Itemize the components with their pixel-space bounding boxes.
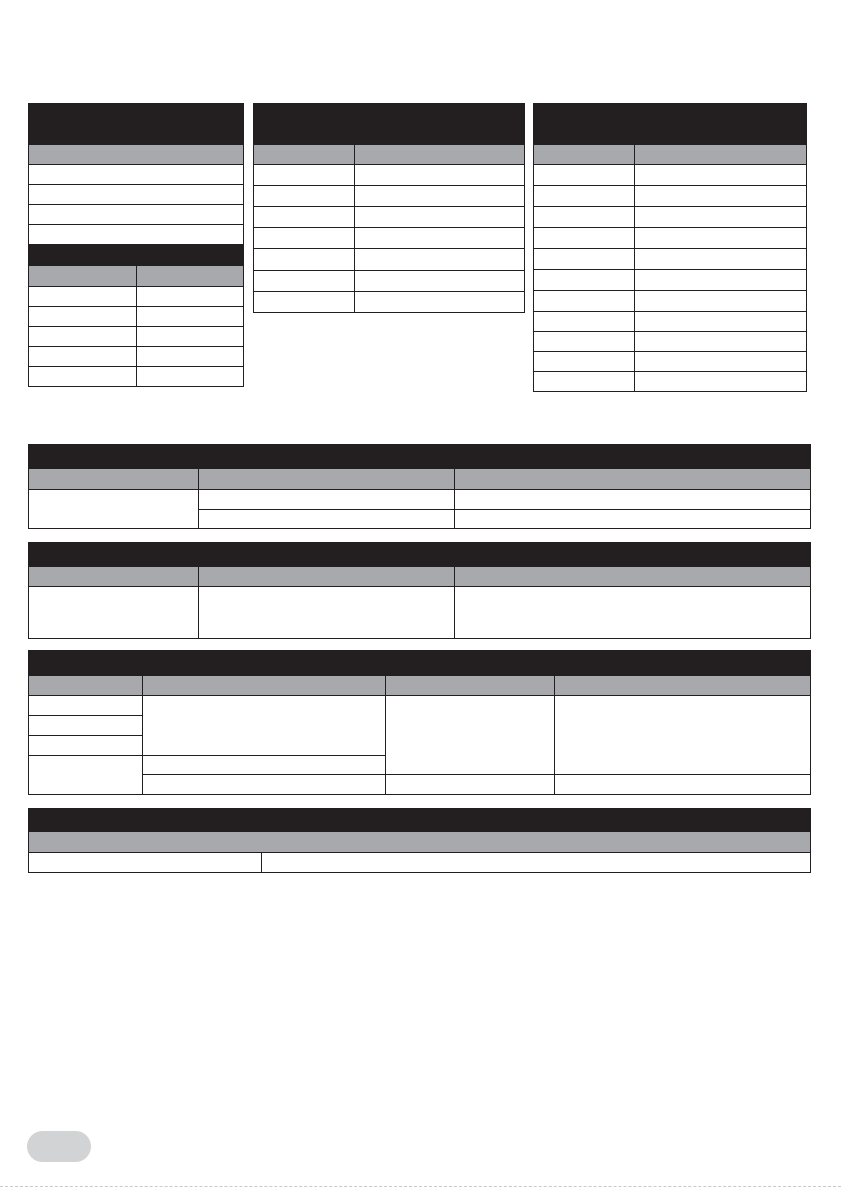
table-title <box>254 104 525 145</box>
table-column-header <box>29 469 811 490</box>
table-title <box>534 104 807 145</box>
table-title <box>29 445 811 469</box>
table-top-middle <box>253 103 525 313</box>
table-row <box>29 490 811 510</box>
table-row <box>29 775 811 795</box>
table-row <box>29 307 244 327</box>
table-column-header <box>29 676 811 696</box>
table-header <box>29 543 811 567</box>
table-row <box>29 205 244 225</box>
table-row <box>254 249 525 271</box>
table-top-right <box>533 103 807 392</box>
table-row <box>534 372 807 392</box>
table-row <box>29 347 244 367</box>
table-title <box>29 104 244 145</box>
table-section-header <box>29 245 244 266</box>
table-row <box>254 186 525 207</box>
table-subheader <box>29 832 811 853</box>
table-spec-c <box>28 650 811 795</box>
table-row <box>29 327 244 347</box>
table-title <box>29 809 811 832</box>
table-row <box>534 291 807 312</box>
table-row <box>254 228 525 249</box>
table-row <box>29 587 811 639</box>
table-row <box>534 332 807 352</box>
table-row <box>29 367 244 387</box>
table-row <box>534 312 807 332</box>
table-column-header <box>534 145 807 165</box>
table-row <box>534 249 807 270</box>
table-row <box>534 165 807 186</box>
table-spec-d <box>28 808 811 873</box>
table-row <box>29 225 244 245</box>
table-row <box>534 186 807 207</box>
table-top-left <box>28 103 244 387</box>
table-header <box>534 104 807 145</box>
table-row <box>29 853 811 873</box>
table-row <box>534 228 807 249</box>
table-subheader <box>29 145 244 165</box>
table-row <box>29 185 244 205</box>
table-header <box>29 809 811 832</box>
table-title <box>29 543 811 567</box>
table-row <box>254 165 525 186</box>
table-row <box>29 165 244 185</box>
table-spec-a <box>28 444 811 529</box>
table-row <box>534 207 807 228</box>
table-row <box>254 292 525 313</box>
table-row <box>29 696 811 716</box>
table-row <box>534 270 807 291</box>
table-row <box>29 287 244 307</box>
table-column-header <box>29 266 244 287</box>
page-cut-line <box>0 1186 841 1187</box>
table-header <box>254 104 525 145</box>
table-title <box>29 651 811 676</box>
table-header <box>29 445 811 469</box>
table-spec-b <box>28 542 811 639</box>
table-row <box>254 271 525 292</box>
page-number-tab <box>27 1131 91 1162</box>
table-row <box>534 352 807 372</box>
table-header <box>29 651 811 676</box>
table-header <box>29 104 244 145</box>
table-column-header <box>254 145 525 165</box>
table-row <box>254 207 525 228</box>
table-column-header <box>29 567 811 587</box>
